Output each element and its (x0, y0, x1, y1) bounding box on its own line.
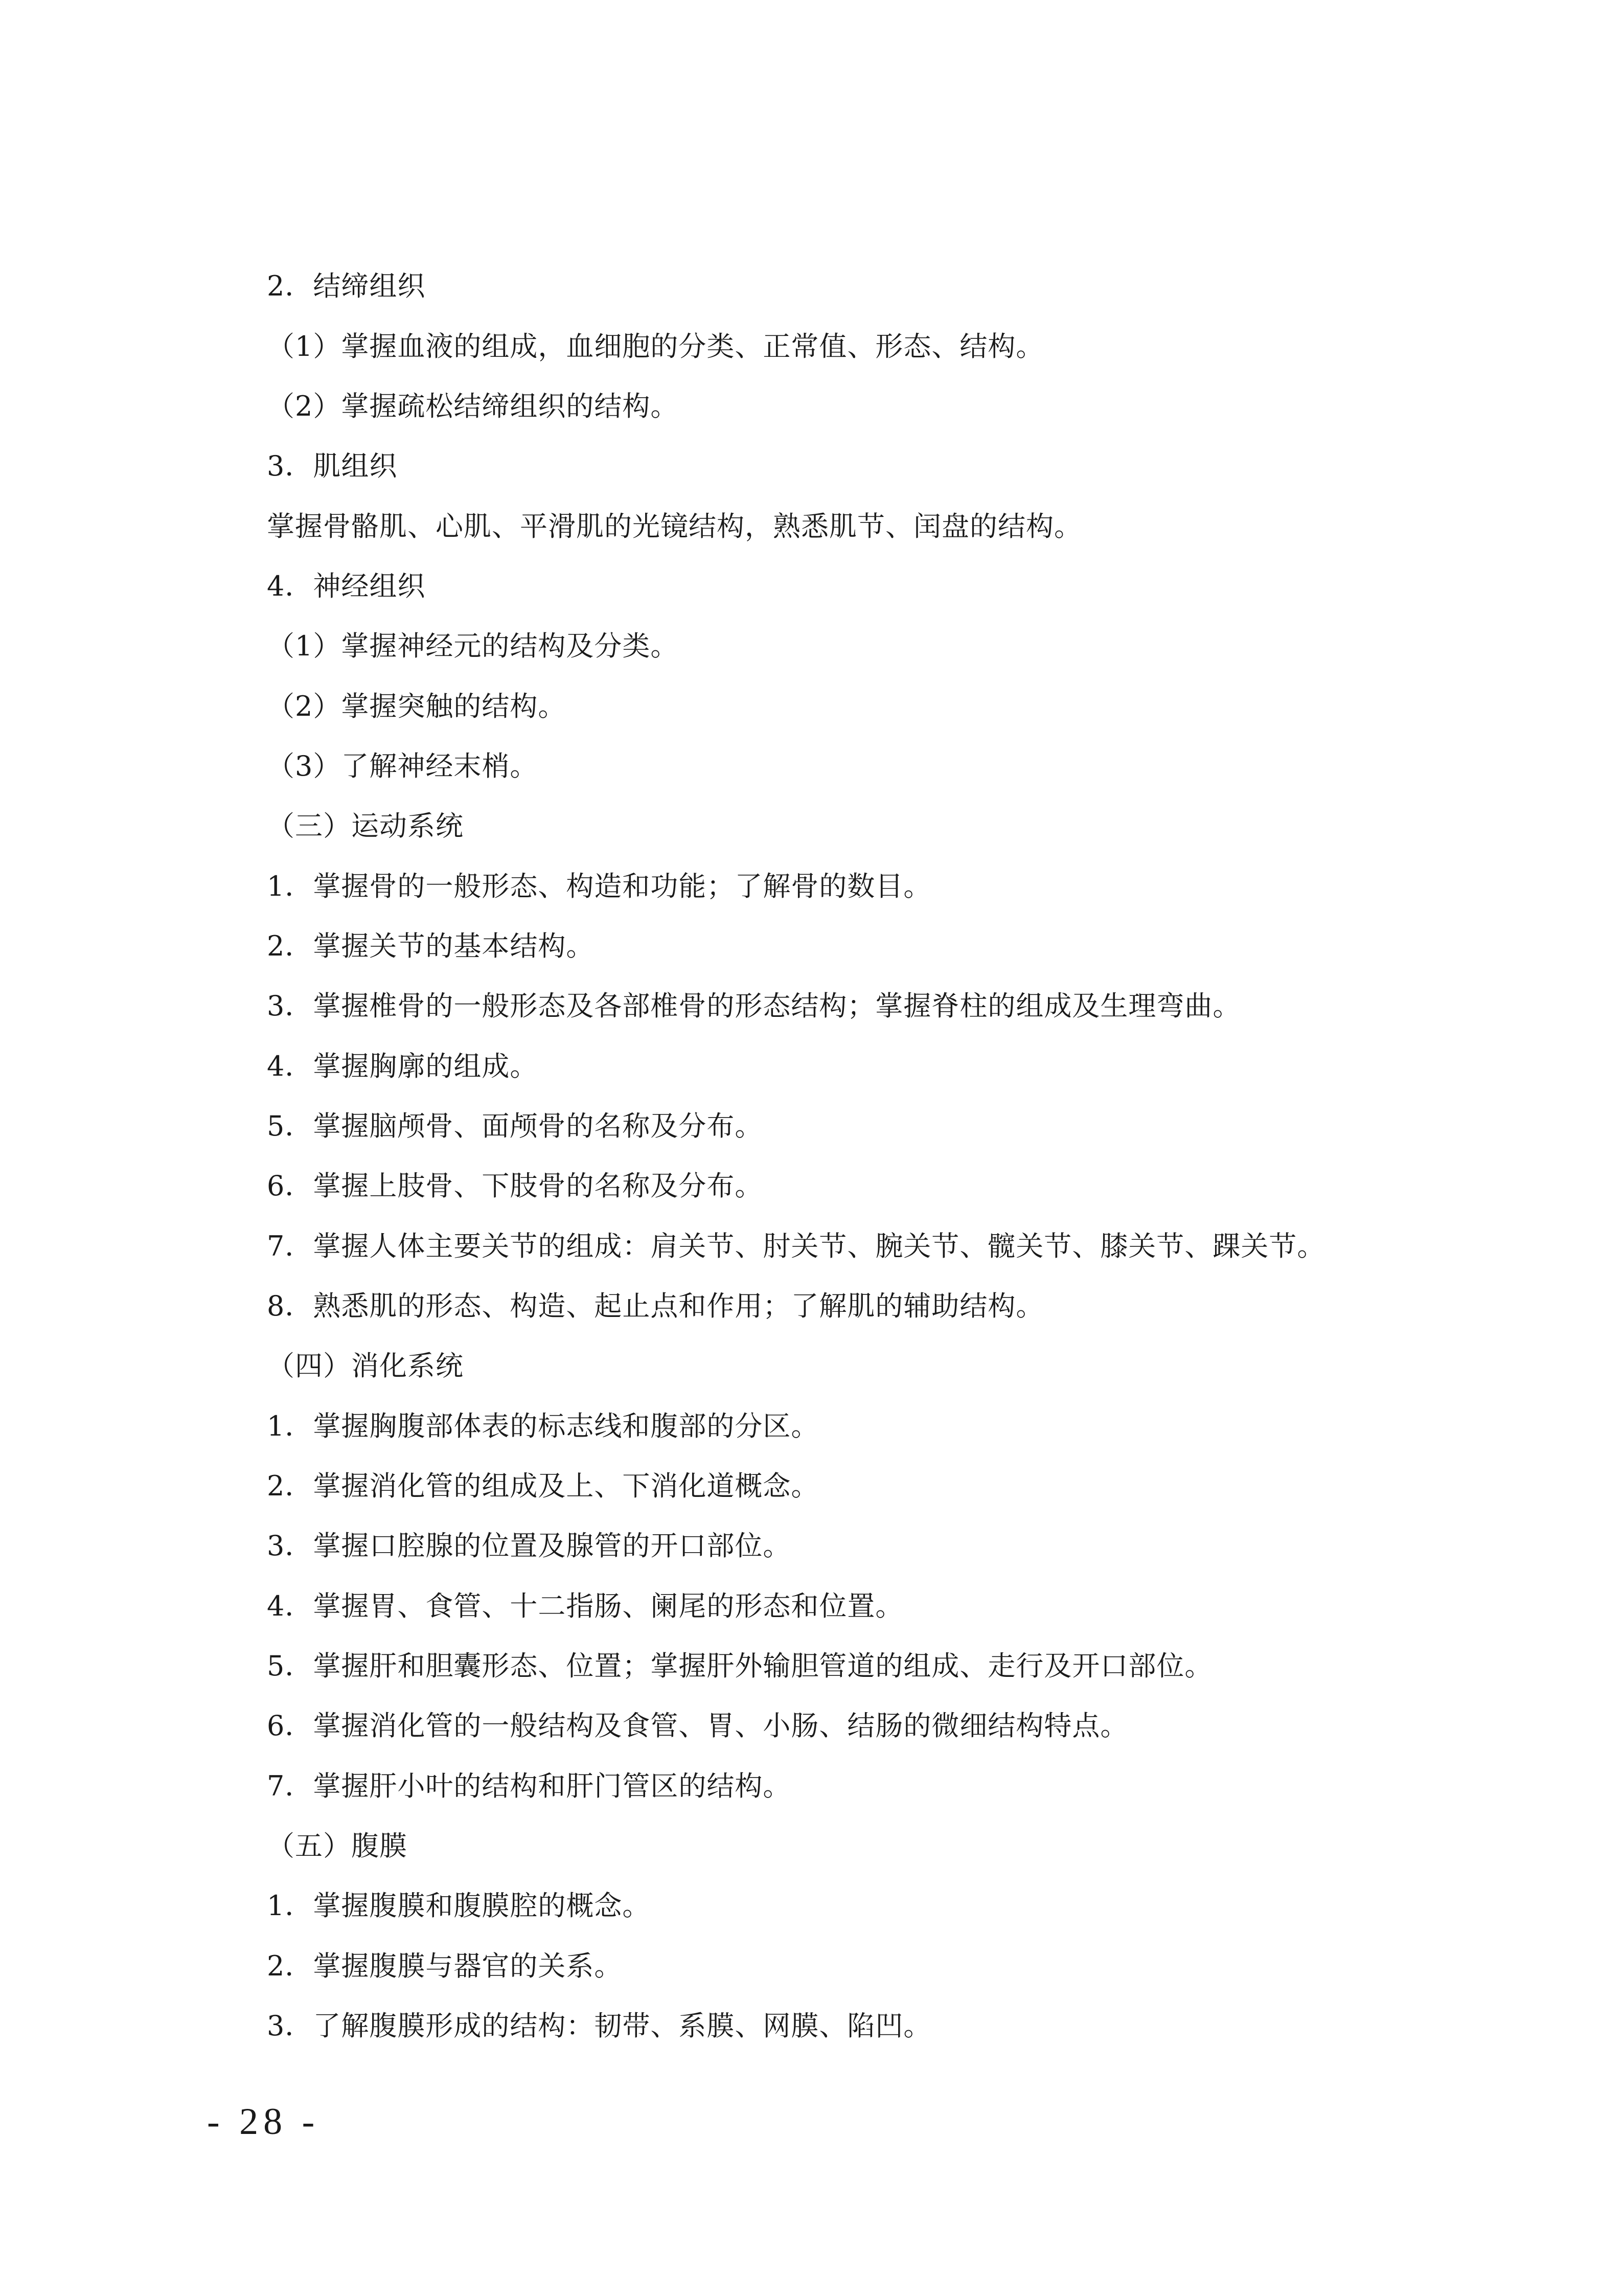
chapter-heading: （三）运动系统 (267, 810, 464, 842)
list-item: 2．掌握关节的基本结构。 (267, 930, 595, 962)
chapter-heading: （五）腹膜 (267, 1830, 407, 1862)
list-item: 6．掌握上肢骨、下肢骨的名称及分布。 (267, 1170, 763, 1202)
list-item: （3）了解神经末梢。 (267, 750, 538, 782)
list-item: 4．掌握胸廓的组成。 (267, 1050, 538, 1082)
list-item: 1．掌握腹膜和腹膜腔的概念。 (267, 1890, 651, 1922)
page-number: - 28 - (207, 2101, 320, 2143)
list-item: 3．掌握口腔腺的位置及腺管的开口部位。 (267, 1530, 791, 1562)
list-item: 2．掌握腹膜与器官的关系。 (267, 1950, 623, 1982)
list-item: 5．掌握肝和胆囊形态、位置；掌握肝外输胆管道的组成、走行及开口部位。 (267, 1650, 1213, 1682)
list-item: 1．掌握胸腹部体表的标志线和腹部的分区。 (267, 1410, 819, 1442)
list-item: 7．掌握肝小叶的结构和肝门管区的结构。 (267, 1770, 791, 1802)
list-item: 2．掌握消化管的组成及上、下消化道概念。 (267, 1470, 819, 1502)
list-item: 4．掌握胃、食管、十二指肠、阑尾的形态和位置。 (267, 1590, 904, 1622)
list-item: 3．掌握椎骨的一般形态及各部椎骨的形态结构；掌握脊柱的组成及生理弯曲。 (267, 990, 1241, 1022)
list-item: 1．掌握骨的一般形态、构造和功能；了解骨的数目。 (267, 870, 932, 902)
section-heading: 3．肌组织 (267, 450, 398, 482)
list-item: （1）掌握神经元的结构及分类。 (267, 630, 679, 662)
list-item: （2）掌握突触的结构。 (267, 690, 566, 722)
list-item: 7．掌握人体主要关节的组成：肩关节、肘关节、腕关节、髋关节、膝关节、踝关节。 (267, 1230, 1325, 1262)
list-item: 6．掌握消化管的一般结构及食管、胃、小肠、结肠的微细结构特点。 (267, 1710, 1129, 1742)
section-heading: 2．结缔组织 (267, 270, 426, 302)
paragraph: 掌握骨骼肌、心肌、平滑肌的光镜结构，熟悉肌节、闰盘的结构。 (267, 510, 1082, 542)
list-item: （1）掌握血液的组成，血细胞的分类、正常值、形态、结构。 (267, 330, 1044, 362)
list-item: 5．掌握脑颅骨、面颅骨的名称及分布。 (267, 1110, 763, 1142)
list-item: 3．了解腹膜形成的结构：韧带、系膜、网膜、陷凹。 (267, 2010, 932, 2042)
list-item: （2）掌握疏松结缔组织的结构。 (267, 390, 679, 422)
chapter-heading: （四）消化系统 (267, 1350, 464, 1382)
list-item: 8．熟悉肌的形态、构造、起止点和作用；了解肌的辅助结构。 (267, 1290, 1044, 1322)
section-heading: 4．神经组织 (267, 570, 426, 602)
